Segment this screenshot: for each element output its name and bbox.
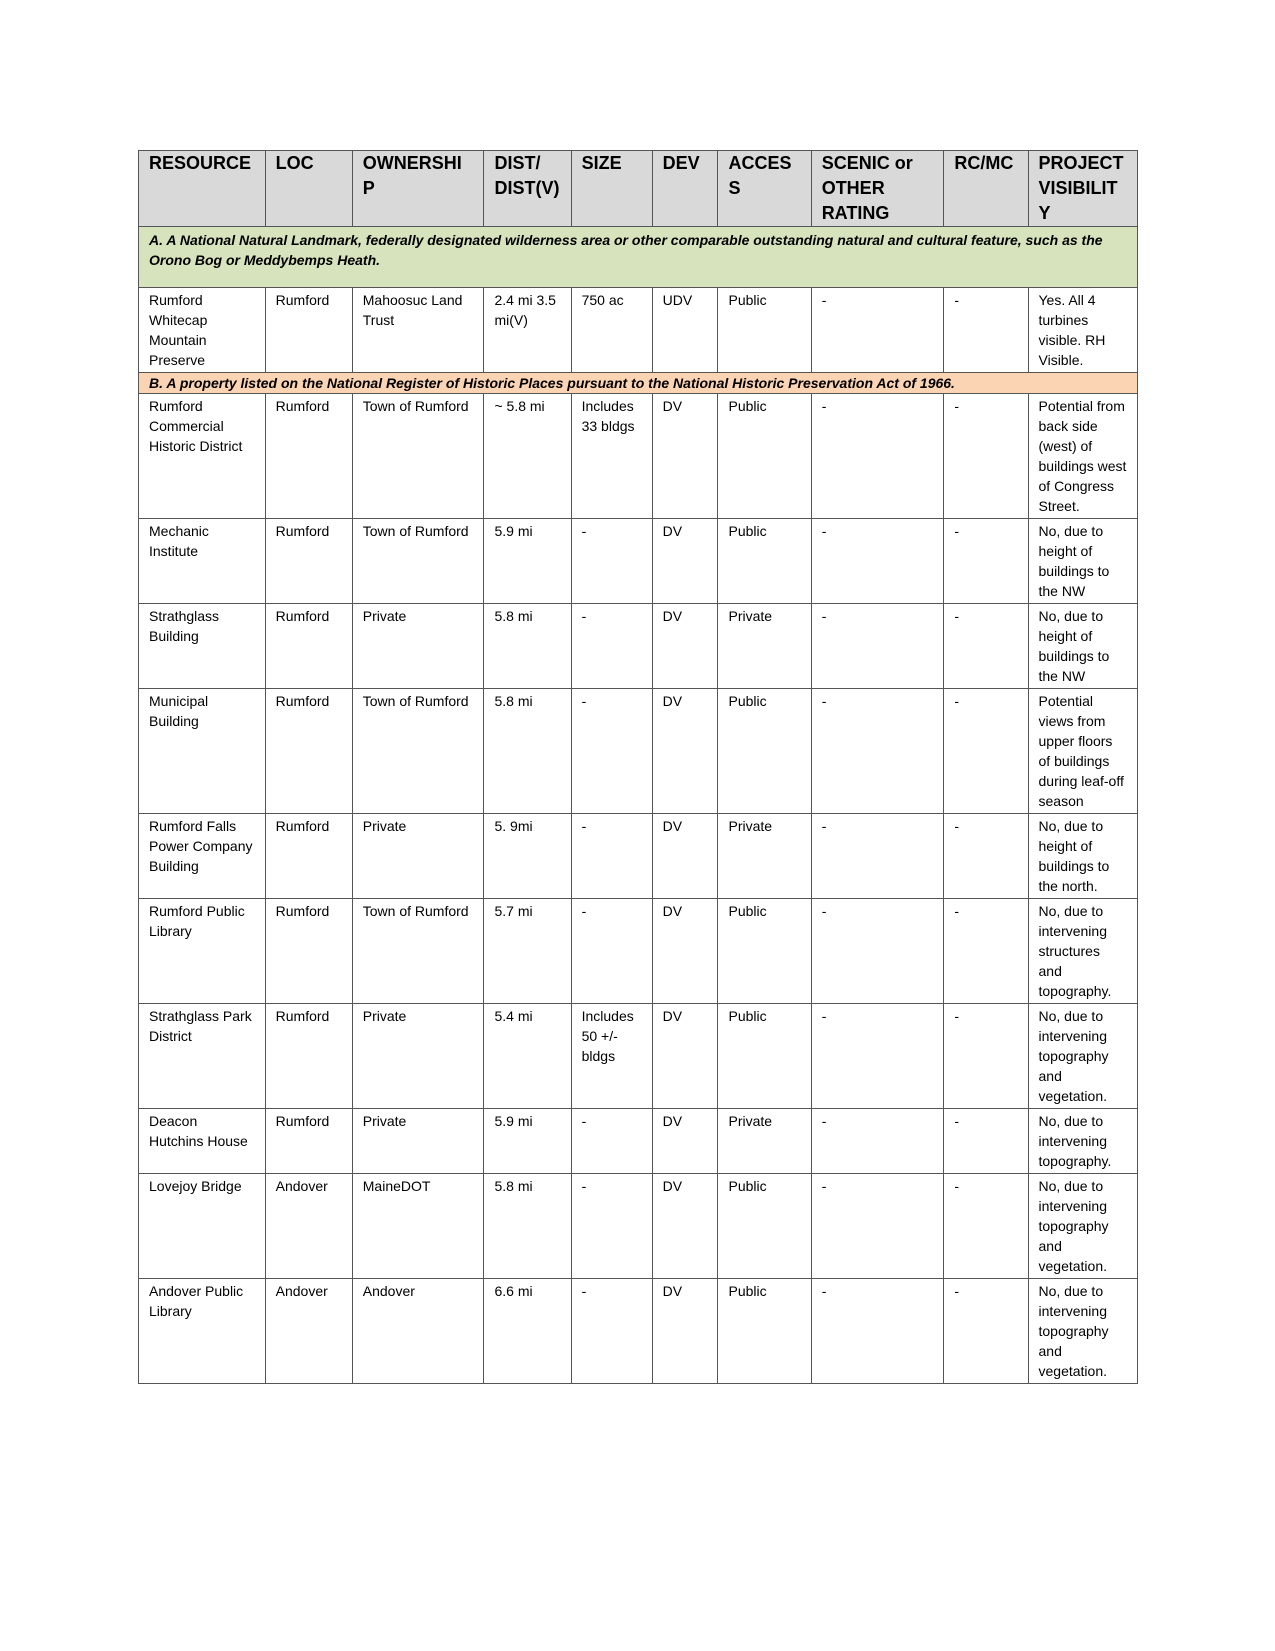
cell-dev: DV — [652, 899, 718, 1004]
cell-scenic-rating: - — [811, 519, 944, 604]
cell-access: Public — [718, 689, 811, 814]
col-header-dist: DIST/ DIST(V) — [484, 151, 571, 227]
cell-project-visibility: Potential views from upper floors of buildings during leaf-off season — [1028, 689, 1138, 814]
cell-resource: Rumford Public Library — [139, 899, 266, 1004]
cell-project-visibility: No, due to intervening topography and vegetation. — [1028, 1174, 1138, 1279]
cell-loc: Rumford — [265, 394, 352, 519]
cell-loc: Rumford — [265, 1109, 352, 1174]
cell-loc: Rumford — [265, 899, 352, 1004]
cell-dist: 5.8 mi — [484, 1174, 571, 1279]
table-body — [139, 227, 1138, 1384]
cell-dev: DV — [652, 1004, 718, 1109]
cell-dev: DV — [652, 1174, 718, 1279]
cell-project-visibility: Potential from back side (west) of buildings west of Congress Street. — [1028, 394, 1138, 519]
cell-dev: DV — [652, 394, 718, 519]
table-row — [139, 1004, 1138, 1109]
section-label: B. A property listed on the National Register of Historic Places pursuant to the National Historic Preservation Act of 1966. — [139, 373, 1138, 394]
col-header-access: ACCESS — [718, 151, 811, 227]
cell-rc-mc: - — [944, 689, 1028, 814]
cell-rc-mc: - — [944, 1004, 1028, 1109]
cell-rc-mc: - — [944, 899, 1028, 1004]
cell-scenic-rating: - — [811, 814, 944, 899]
cell-resource: Lovejoy Bridge — [139, 1174, 266, 1279]
table-row — [139, 1174, 1138, 1279]
cell-resource: Deacon Hutchins House — [139, 1109, 266, 1174]
col-header-rc-mc: RC/MC — [944, 151, 1028, 227]
table-row — [139, 394, 1138, 519]
col-header-size: SIZE — [571, 151, 652, 227]
cell-ownership: Mahoosuc Land Trust — [352, 288, 484, 373]
cell-ownership: MaineDOT — [352, 1174, 484, 1279]
cell-scenic-rating: - — [811, 689, 944, 814]
resource-table — [138, 150, 1138, 1384]
cell-ownership: Private — [352, 604, 484, 689]
cell-resource: Rumford Falls Power Company Building — [139, 814, 266, 899]
cell-dev: DV — [652, 814, 718, 899]
cell-scenic-rating: - — [811, 899, 944, 1004]
cell-access: Private — [718, 1109, 811, 1174]
cell-dev: UDV — [652, 288, 718, 373]
col-header-resource: RESOURCE — [139, 151, 266, 227]
section-label: A. A National Natural Landmark, federally designated wilderness area or other comparable outstanding natural and cultural feature, such as the Orono Bog or Meddybemps Heath. — [139, 227, 1138, 288]
cell-access: Public — [718, 899, 811, 1004]
header-row — [139, 151, 1138, 227]
cell-scenic-rating: - — [811, 1109, 944, 1174]
cell-rc-mc: - — [944, 1279, 1028, 1384]
cell-dist: 6.6 mi — [484, 1279, 571, 1384]
cell-rc-mc: - — [944, 288, 1028, 373]
table-row — [139, 288, 1138, 373]
cell-dist: 5.8 mi — [484, 604, 571, 689]
cell-rc-mc: - — [944, 394, 1028, 519]
cell-project-visibility: No, due to intervening topography. — [1028, 1109, 1138, 1174]
cell-resource: Strathglass Building — [139, 604, 266, 689]
cell-dist: 2.4 mi 3.5 mi(V) — [484, 288, 571, 373]
cell-scenic-rating: - — [811, 1279, 944, 1384]
table-row — [139, 1109, 1138, 1174]
cell-ownership: Andover — [352, 1279, 484, 1384]
cell-size: - — [571, 814, 652, 899]
cell-access: Private — [718, 604, 811, 689]
cell-size: Includes 33 bldgs — [571, 394, 652, 519]
cell-project-visibility: No, due to height of buildings to the NW — [1028, 604, 1138, 689]
cell-dist: ~ 5.8 mi — [484, 394, 571, 519]
cell-scenic-rating: - — [811, 604, 944, 689]
table-row — [139, 604, 1138, 689]
cell-loc: Rumford — [265, 1004, 352, 1109]
table-row — [139, 899, 1138, 1004]
cell-resource: Strathglass Park District — [139, 1004, 266, 1109]
cell-size: - — [571, 1109, 652, 1174]
cell-project-visibility: Yes. All 4 turbines visible. RH Visible. — [1028, 288, 1138, 373]
cell-resource: Andover Public Library — [139, 1279, 266, 1384]
cell-project-visibility: No, due to intervening topography and vegetation. — [1028, 1004, 1138, 1109]
col-header-scenic-rating: SCENIC or OTHER RATING — [811, 151, 944, 227]
cell-rc-mc: - — [944, 814, 1028, 899]
cell-rc-mc: - — [944, 1109, 1028, 1174]
section-row — [139, 373, 1138, 394]
cell-ownership: Town of Rumford — [352, 519, 484, 604]
cell-resource: Municipal Building — [139, 689, 266, 814]
cell-loc: Rumford — [265, 604, 352, 689]
cell-dev: DV — [652, 604, 718, 689]
cell-loc: Rumford — [265, 689, 352, 814]
cell-dev: DV — [652, 1109, 718, 1174]
cell-rc-mc: - — [944, 519, 1028, 604]
col-header-project-visibility: PROJECT VISIBILITY — [1028, 151, 1138, 227]
cell-scenic-rating: - — [811, 1004, 944, 1109]
cell-dist: 5. 9mi — [484, 814, 571, 899]
table-row — [139, 1279, 1138, 1384]
col-header-loc: LOC — [265, 151, 352, 227]
col-header-ownership: OWNERSHIP — [352, 151, 484, 227]
cell-loc: Andover — [265, 1279, 352, 1384]
cell-project-visibility: No, due to intervening topography and vegetation. — [1028, 1279, 1138, 1384]
cell-dev: DV — [652, 1279, 718, 1384]
table-row — [139, 519, 1138, 604]
cell-scenic-rating: - — [811, 288, 944, 373]
cell-access: Public — [718, 1279, 811, 1384]
cell-resource: Rumford Commercial Historic District — [139, 394, 266, 519]
cell-scenic-rating: - — [811, 1174, 944, 1279]
cell-size: - — [571, 519, 652, 604]
cell-access: Public — [718, 288, 811, 373]
cell-access: Public — [718, 1004, 811, 1109]
cell-dist: 5.7 mi — [484, 899, 571, 1004]
cell-rc-mc: - — [944, 604, 1028, 689]
cell-size: 750 ac — [571, 288, 652, 373]
cell-loc: Rumford — [265, 519, 352, 604]
cell-size: - — [571, 899, 652, 1004]
cell-ownership: Town of Rumford — [352, 689, 484, 814]
cell-access: Public — [718, 519, 811, 604]
cell-scenic-rating: - — [811, 394, 944, 519]
cell-ownership: Town of Rumford — [352, 899, 484, 1004]
cell-ownership: Private — [352, 814, 484, 899]
cell-dist: 5.9 mi — [484, 1109, 571, 1174]
cell-project-visibility: No, due to intervening structures and topography. — [1028, 899, 1138, 1004]
cell-resource: Mechanic Institute — [139, 519, 266, 604]
cell-access: Private — [718, 814, 811, 899]
cell-size: - — [571, 1279, 652, 1384]
col-header-dev: DEV — [652, 151, 718, 227]
cell-dev: DV — [652, 689, 718, 814]
section-row — [139, 227, 1138, 288]
cell-rc-mc: - — [944, 1174, 1028, 1279]
cell-size: - — [571, 604, 652, 689]
cell-size: - — [571, 1174, 652, 1279]
cell-size: Includes 50 +/- bldgs — [571, 1004, 652, 1109]
cell-resource: Rumford Whitecap Mountain Preserve — [139, 288, 266, 373]
cell-dist: 5.4 mi — [484, 1004, 571, 1109]
table-row — [139, 689, 1138, 814]
cell-ownership: Private — [352, 1109, 484, 1174]
cell-loc: Andover — [265, 1174, 352, 1279]
cell-dist: 5.9 mi — [484, 519, 571, 604]
cell-access: Public — [718, 394, 811, 519]
cell-ownership: Town of Rumford — [352, 394, 484, 519]
cell-project-visibility: No, due to height of buildings to the NW — [1028, 519, 1138, 604]
cell-ownership: Private — [352, 1004, 484, 1109]
cell-loc: Rumford — [265, 288, 352, 373]
cell-size: - — [571, 689, 652, 814]
table-row — [139, 814, 1138, 899]
cell-access: Public — [718, 1174, 811, 1279]
cell-dev: DV — [652, 519, 718, 604]
cell-project-visibility: No, due to height of buildings to the north. — [1028, 814, 1138, 899]
cell-dist: 5.8 mi — [484, 689, 571, 814]
cell-loc: Rumford — [265, 814, 352, 899]
